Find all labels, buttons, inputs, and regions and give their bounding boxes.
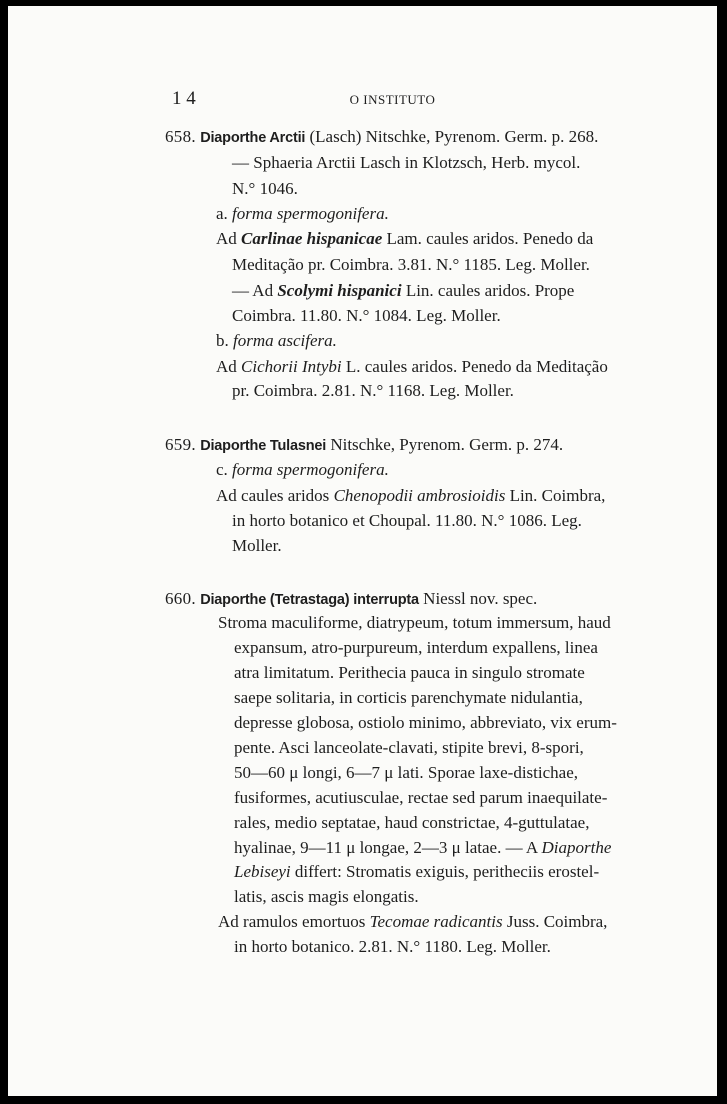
description-line: 50—60 μ longi, 6—7 μ lati. Sporae laxe-distichae, (234, 763, 578, 782)
book-page (8, 6, 717, 1096)
entry-heading: 658. Diaporthe Arctii (Lasch) Nitschke, Pyrenom. Germ. p. 268. (165, 127, 599, 146)
description-line: expansum, atro-purpureum, interdum expallens, linea (234, 638, 598, 657)
running-title: O INSTITUTO (349, 92, 436, 107)
text-line: in horto botanico et Choupal. 11.80. N.° 1086. Leg. (232, 511, 582, 530)
entry-number: 659. (165, 435, 196, 454)
description-line: pente. Asci lanceolate-clavati, stipite brevi, 8-spori, (234, 738, 584, 757)
taxon-name: Diaporthe Tulasnei (200, 438, 327, 454)
description-line: fusiformes, acutiusculae, rectae sed parum inaequilate- (234, 788, 608, 807)
description-line: depresse globosa, ostiolo minimo, abbreviato, vix erum- (234, 713, 617, 732)
description-line: saepe solitaria, in corticis parenchymate nidulantia, (234, 688, 583, 707)
forma-line: b. forma ascifera. (216, 331, 337, 350)
description-line: latis, ascis magis elongatis. (234, 887, 419, 906)
text-line: pr. Coimbra. 2.81. N.° 1168. Leg. Moller. (232, 381, 514, 400)
entry-number: 658. (165, 127, 196, 146)
description-line: Stroma maculiforme, diatrypeum, totum immersum, haud (218, 613, 611, 632)
text-line: Coimbra. 11.80. N.° 1084. Leg. Moller. (232, 306, 501, 325)
entry-number: 660. (165, 589, 196, 608)
collection-line: Ad Carlinae hispanicae Lam. caules aridos. Penedo da (216, 229, 594, 248)
entry-heading: 659. Diaporthe Tulasnei Nitschke, Pyrenom. Germ. p. 274. (165, 435, 564, 454)
page-header (8, 88, 717, 110)
description-line: hyalinae, 9—11 μ longae, 2—3 μ latae. — A Diaporthe (234, 838, 612, 857)
text-line: Meditação pr. Coimbra. 3.81. N.° 1185. Leg. Moller. (232, 255, 590, 274)
text-line: N.° 1046. (232, 179, 298, 198)
taxon-name: Diaporthe (Tetrastaga) interrupta (200, 592, 419, 608)
entry-heading: 660. Diaporthe (Tetrastaga) interrupta Niessl nov. spec. (165, 589, 538, 608)
collection-line: Ad caules aridos Chenopodii ambrosioidis Lin. Coimbra, (216, 486, 606, 505)
page-number: 1 4 (172, 88, 196, 109)
forma-line: a. forma spermogonifera. (216, 204, 389, 223)
text-line: in horto botanico. 2.81. N.° 1180. Leg. Moller. (234, 937, 551, 956)
collection-line: Ad Cichorii Intybi L. caules aridos. Penedo da Meditação (216, 357, 608, 376)
taxon-name: Diaporthe Arctii (200, 130, 306, 146)
synonym-line: — Sphaeria Arctii Lasch in Klotzsch, Herb. mycol. (232, 153, 581, 172)
description-line: Lebiseyi differt: Stromatis exiguis, peritheciis erostel- (234, 862, 600, 881)
forma-line: c. forma spermogonifera. (216, 460, 389, 479)
description-line: atra limitatum. Perithecia pauca in singulo stromate (234, 663, 585, 682)
description-line: rales, medio septatae, haud constrictae, 4-guttulatae, (234, 813, 590, 832)
collection-line: Ad ramulos emortuos Tecomae radicantis Juss. Coimbra, (218, 912, 608, 931)
text-line: Moller. (232, 536, 282, 555)
collection-line: — Ad Scolymi hispanici Lin. caules aridos. Prope (232, 281, 575, 300)
